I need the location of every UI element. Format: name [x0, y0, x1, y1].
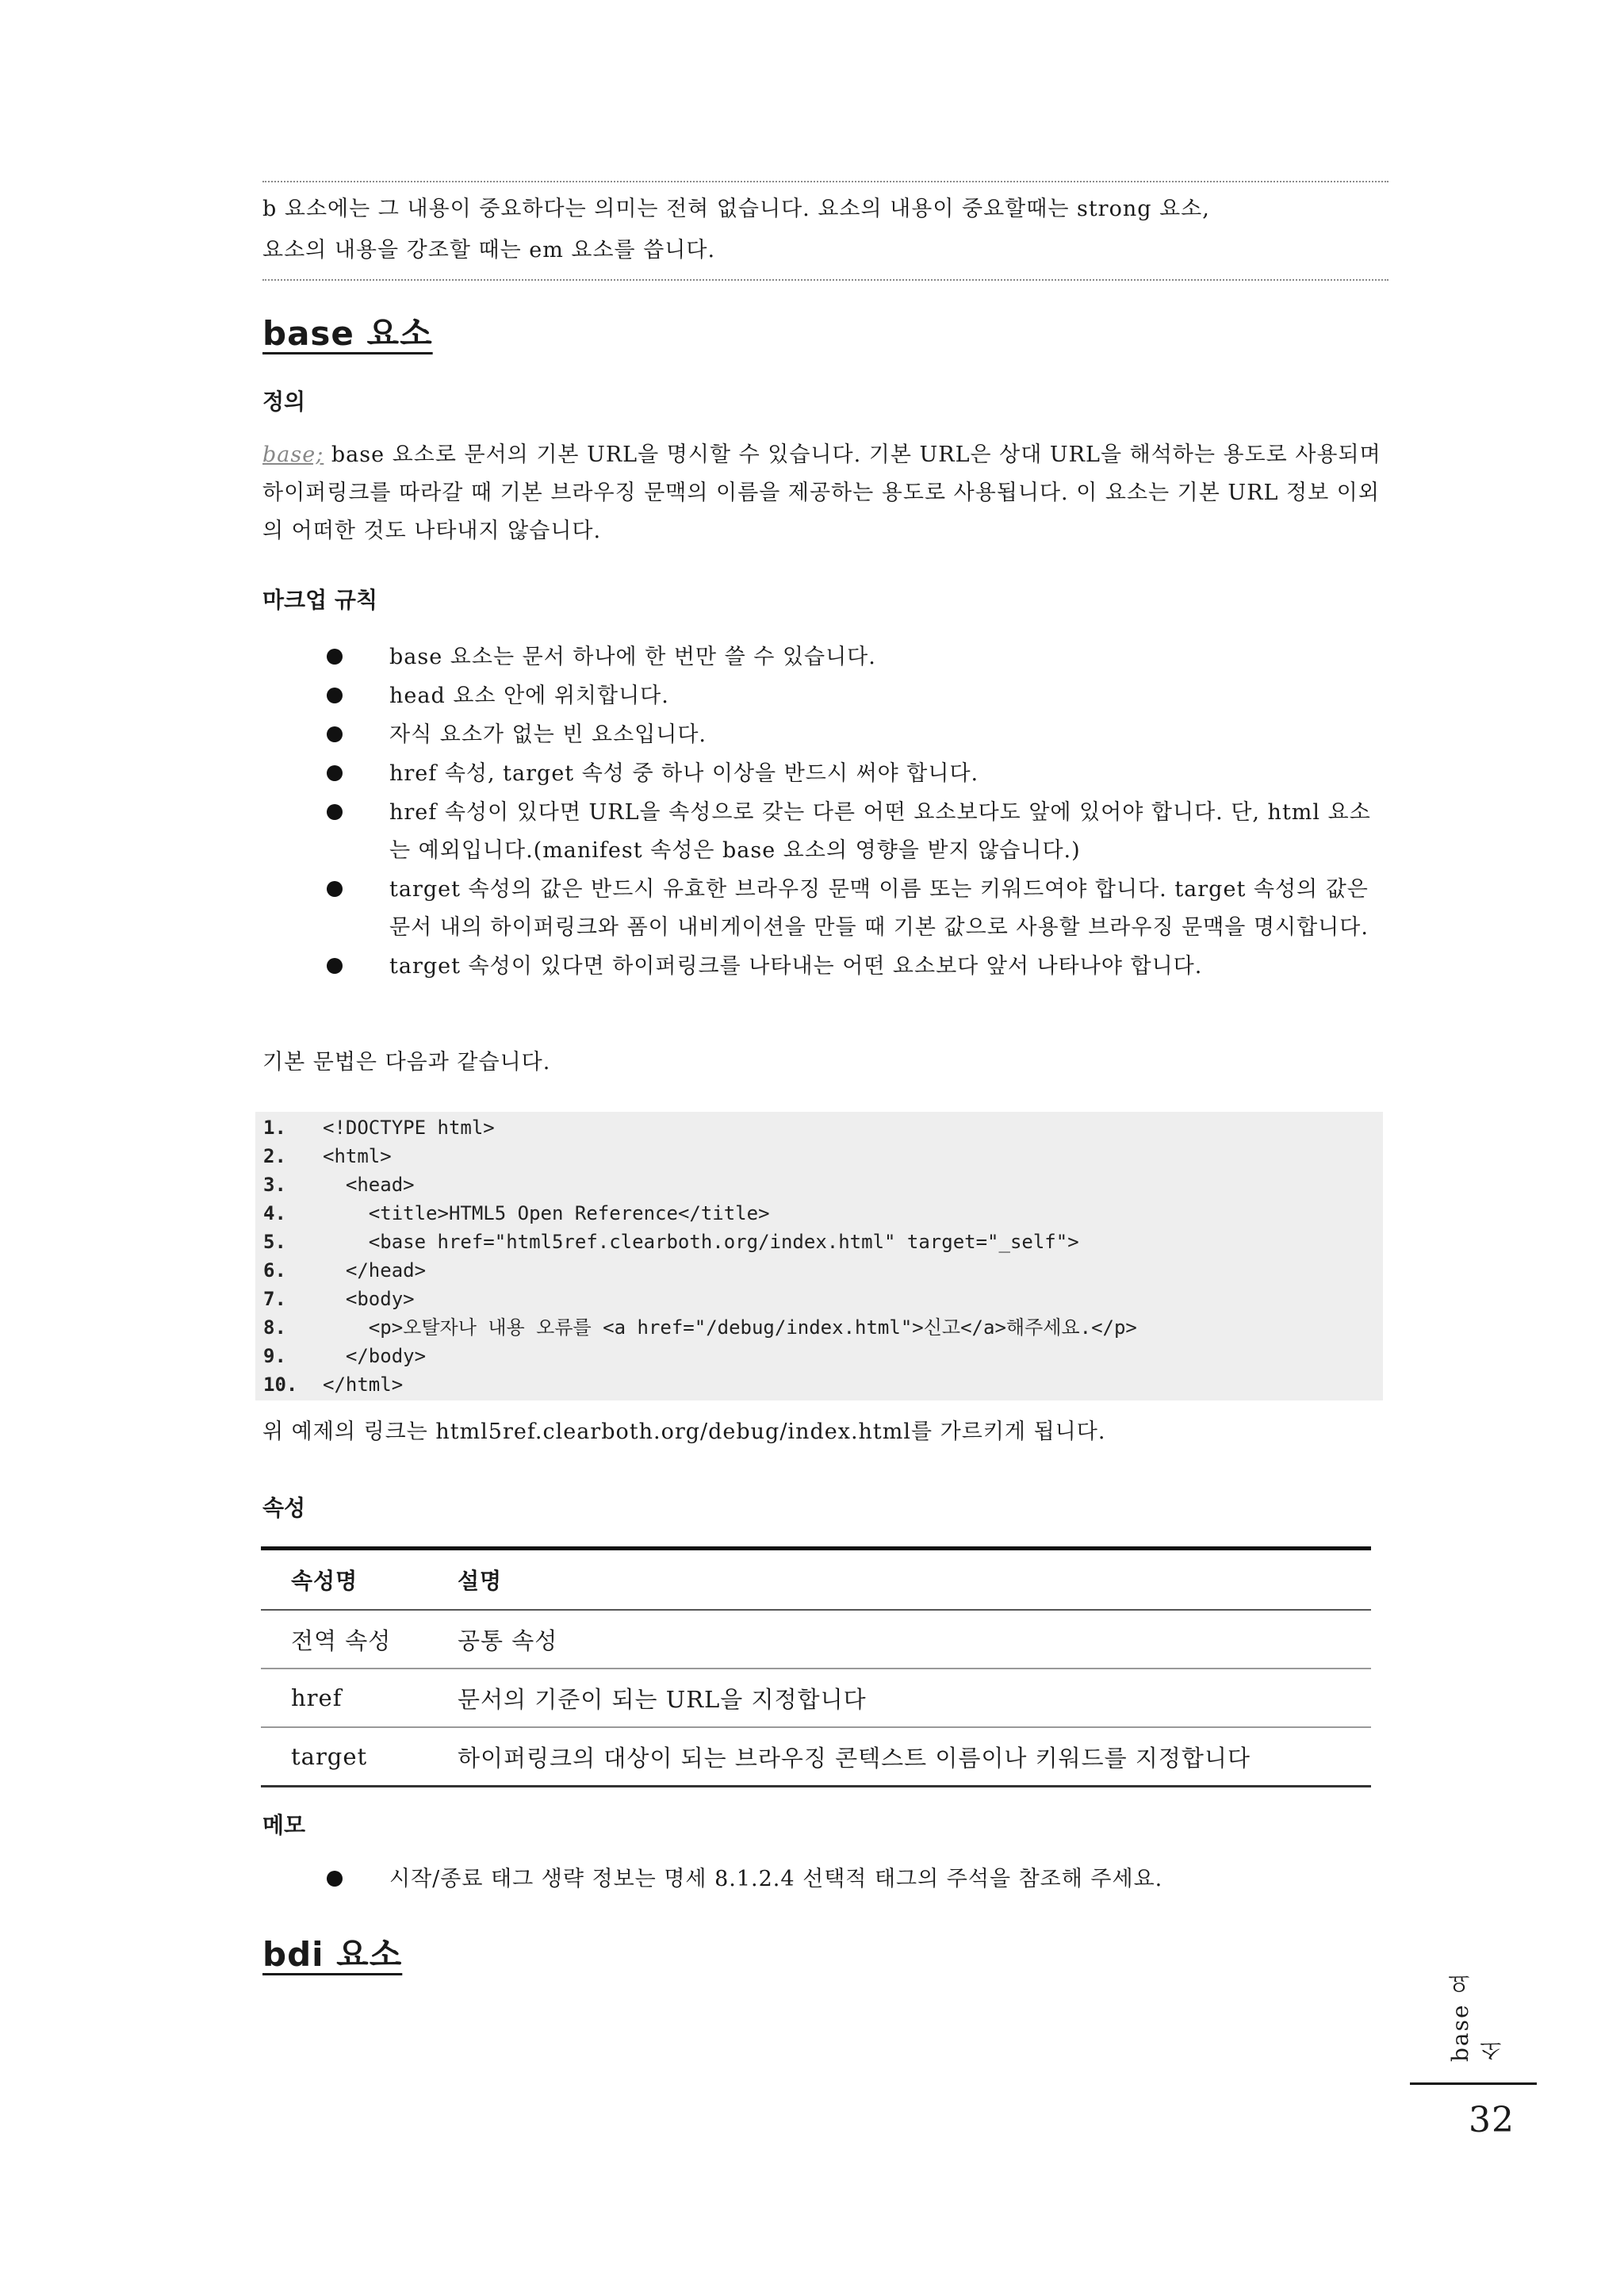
table-row [261, 1727, 1371, 1787]
definition-heading: 정의 [262, 389, 306, 415]
table-row [261, 1669, 1371, 1727]
code-text: </body> [323, 1345, 427, 1367]
code-line [263, 1313, 1137, 1342]
code-text: <title>HTML5 Open Reference</title> [323, 1202, 770, 1224]
attribute-name: target [291, 1743, 368, 1770]
line-number: 10. [263, 1374, 298, 1396]
list-item: 자식 요소가 없는 빈 요소입니다. [262, 716, 1388, 754]
line-number: 8. [263, 1316, 286, 1339]
code-text: <body> [323, 1288, 415, 1310]
list-item: href 속성, target 속성 중 하나 이상을 반드시 써야 합니다. [262, 755, 1388, 793]
list-item: target 속성의 값은 반드시 유효한 브라우징 문맥 이름 또는 키워드여야 합니다. target 속성의 값은 문서 내의 하이퍼링크와 폼이 내비게이션을 만들 때 기본 값으로 사용할 브라우징 문맥을 명시합니다. [262, 871, 1388, 947]
code-line [263, 1170, 415, 1199]
code-text: <p>오탈자나 내용 오류를 <a href="/debug/index.html">신고</a>해주세요.</p> [323, 1316, 1137, 1339]
line-number: 4. [263, 1202, 286, 1224]
line-number: 2. [263, 1145, 286, 1167]
code-text: <base href="html5ref.clearboth.org/index.html" target="_self"> [323, 1231, 1079, 1253]
list-item: head 요소 안에 위치합니다. [262, 677, 1388, 715]
code-text: <!DOCTYPE html> [323, 1117, 495, 1139]
code-line [263, 1370, 403, 1399]
attribute-desc: 하이퍼링크의 대상이 되는 브라우징 콘텍스트 이름이나 키워드를 지정합니다 [458, 1744, 1251, 1772]
list-item: target 속성이 있다면 하이퍼링크를 나타내는 어떤 요소보다 앞서 나타나야 합니다. [262, 948, 1388, 986]
attributes-table [261, 1546, 1371, 1787]
code-line [263, 1113, 495, 1142]
line-number: 7. [263, 1288, 286, 1310]
code-text: <html> [323, 1145, 392, 1167]
footer-rule [1410, 2082, 1537, 2085]
definition-text: base 요소로 문서의 기본 URL을 명시할 수 있습니다. 기본 URL은 상대 URL을 해석하는 용도로 사용되며 하이퍼링크를 따라갈 때 기본 브라우징 문맥의 이름을 제공하는 용도로 사용됩니다. 이 요소는 기본 URL 정보 이외의 어떠한 것도 나타내지 않습니다. [262, 443, 1381, 543]
code-line [263, 1342, 426, 1370]
note-line: 요소의 내용을 강조할 때는 em 요소를 씁니다. [262, 238, 716, 262]
note-line: b 요소에는 그 내용이 중요하다는 의미는 전혀 없습니다. 요소의 내용이 중요할때는 strong 요소, [262, 197, 1210, 221]
code-text: <head> [323, 1174, 415, 1196]
attributes-heading: 속성 [262, 1495, 306, 1521]
list-item: 시작/종료 태그 생략 정보는 명세 8.1.2.4 선택적 태그의 주석을 참조해 주세요. [262, 1860, 1388, 1898]
code-note: 위 예제의 링크는 html5ref.clearboth.org/debug/index.html를 가르키게 됩니다. [262, 1420, 1106, 1444]
code-block [255, 1112, 1383, 1400]
line-number: 1. [263, 1117, 286, 1139]
table-row [261, 1610, 1371, 1669]
list-item: href 속성이 있다면 URL을 속성으로 갖는 다른 어떤 요소보다도 앞에 있어야 합니다. 단, html 요소는 예외입니다.(manifest 속성은 base 요소의 영향을 받지 않습니다.) [262, 794, 1388, 870]
line-number: 5. [263, 1231, 286, 1253]
code-line [263, 1256, 426, 1285]
note-box [262, 181, 1388, 281]
code-line [263, 1228, 1079, 1256]
list-item: base 요소는 문서 하나에 한 번만 쓸 수 있습니다. [262, 638, 1388, 676]
attribute-name: href [291, 1684, 343, 1711]
definition-paragraph [262, 436, 1388, 550]
code-line [263, 1199, 770, 1228]
markup-rules-list [262, 638, 1388, 987]
syntax-intro: 기본 문법은 다음과 같습니다. [262, 1050, 551, 1075]
definition-link[interactable]: base; [262, 443, 324, 467]
markup-rules-heading: 마크업 규칙 [262, 587, 377, 613]
code-text: </html> [323, 1374, 404, 1396]
attribute-desc: 공통 속성 [458, 1626, 558, 1654]
code-text: </head> [323, 1259, 427, 1282]
section-title: base 요소 [262, 314, 433, 353]
attribute-name: 전역 속성 [291, 1626, 392, 1654]
line-number: 3. [263, 1174, 286, 1196]
memo-list [262, 1860, 1388, 1899]
page-number: 32 [1469, 2100, 1515, 2140]
side-tab: base 요소 [1447, 1971, 1505, 2062]
code-line [263, 1142, 392, 1170]
next-section-title: bdi 요소 [262, 1935, 403, 1974]
column-header: 속성명 [291, 1568, 358, 1594]
attribute-desc: 문서의 기준이 되는 URL을 지정합니다 [458, 1685, 867, 1713]
memo-heading: 메모 [262, 1812, 306, 1838]
line-number: 6. [263, 1259, 286, 1282]
code-line [263, 1285, 415, 1313]
line-number: 9. [263, 1345, 286, 1367]
column-header: 설명 [458, 1568, 503, 1594]
table-header-row [261, 1549, 1371, 1611]
